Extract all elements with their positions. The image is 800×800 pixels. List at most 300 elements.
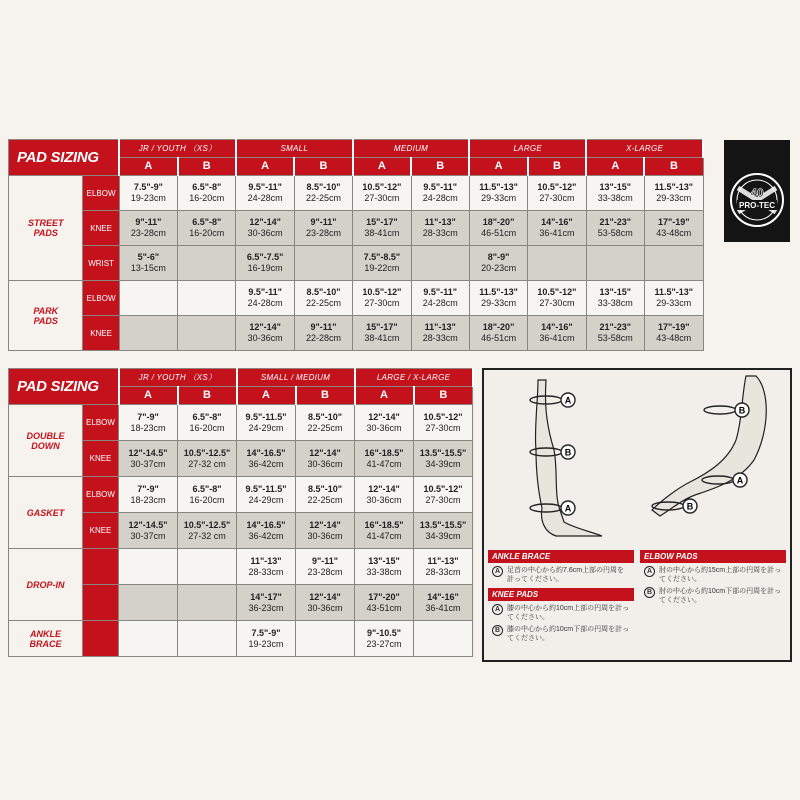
size-cm: 30-36cm <box>247 228 283 238</box>
size-cell <box>237 585 296 621</box>
size-cm: 13-15cm <box>130 263 166 273</box>
size-cm: 30-36cm <box>307 458 343 469</box>
size-inches: 7.5"-9" <box>133 182 163 192</box>
size-header: SMALL <box>236 140 353 158</box>
size-cm: 29-33cm <box>656 193 692 203</box>
size-cm: 43-48cm <box>656 333 692 343</box>
size-inches: 7.5"-8.5" <box>363 252 401 262</box>
empty-cell <box>414 621 473 657</box>
pro-tec-badge-icon <box>724 140 790 242</box>
size-inches: 12"-14" <box>249 217 281 227</box>
size-cell <box>296 513 355 549</box>
empty-cell <box>294 246 352 281</box>
size-cell <box>355 405 414 441</box>
size-cell <box>469 316 527 351</box>
size-cm: 16-20cm <box>189 422 225 433</box>
size-cell <box>237 621 296 657</box>
size-cell <box>294 211 352 246</box>
size-inches: 8.5"-10" <box>308 411 343 422</box>
size-cm: 16-19cm <box>247 263 283 273</box>
size-inches: 18"-20" <box>482 322 515 332</box>
empty-cell <box>178 281 236 316</box>
size-cell <box>353 211 411 246</box>
size-inches: 14"-16" <box>541 217 573 227</box>
size-cm: 36-23cm <box>248 602 284 613</box>
size-inches: 11"-13" <box>250 555 282 566</box>
size-cell <box>119 441 178 477</box>
measure-mark-label: A <box>564 503 572 514</box>
size-inches: 12"-14" <box>368 411 400 422</box>
size-inches: 6.5"-8" <box>192 411 222 422</box>
product-name-line2: PADS <box>33 228 58 238</box>
body-part-label <box>83 621 119 657</box>
size-cell <box>414 513 473 549</box>
size-header: LARGE <box>469 140 586 158</box>
size-inches: 14"-17" <box>250 591 282 602</box>
size-inches: 10.5"-12.5" <box>183 447 231 458</box>
table-row <box>9 176 704 211</box>
body-part-label <box>83 585 119 621</box>
size-cell <box>353 281 411 316</box>
ab-header: B <box>296 387 355 405</box>
table-row <box>9 316 704 351</box>
size-cell <box>411 281 469 316</box>
elbow-pads-legend <box>640 550 786 608</box>
logo-number: 40 <box>750 186 764 200</box>
size-inches: 14"-16" <box>427 591 459 602</box>
size-inches: 9"-11" <box>312 555 339 566</box>
size-cell <box>355 621 414 657</box>
size-cm: 30-37cm <box>130 458 166 469</box>
size-cm: 24-28cm <box>422 193 458 203</box>
size-inches: 11.5"-13" <box>479 287 518 297</box>
size-cell <box>414 549 473 585</box>
size-header: LARGE / X-LARGE <box>355 369 473 387</box>
size-cm: 30-36cm <box>247 333 283 343</box>
empty-cell <box>178 585 237 621</box>
size-cell <box>236 316 294 351</box>
product-name <box>9 621 83 657</box>
ab-header: A <box>355 387 414 405</box>
size-inches: 10.5"-12" <box>537 182 577 192</box>
size-cm: 27-30cm <box>425 422 461 433</box>
size-header: SMALL / MEDIUM <box>237 369 355 387</box>
logo-brand: PRO-TEC <box>739 201 775 210</box>
ab-header: B <box>178 387 237 405</box>
size-inches: 10.5"-12" <box>423 483 463 494</box>
measure-mark-label: B <box>686 501 694 512</box>
size-cm: 36-41cm <box>425 602 461 613</box>
size-cell <box>353 316 411 351</box>
ab-header: B <box>411 158 469 176</box>
size-inches: 11"-13" <box>427 555 459 566</box>
empty-cell <box>178 621 237 657</box>
size-cm: 24-29cm <box>248 494 284 505</box>
note-text: 足首の中心から約7.6cm上部の円周を計ってください。 <box>507 567 625 583</box>
size-inches: 17"-19" <box>657 217 690 227</box>
size-inches: 11.5"-13" <box>479 182 518 192</box>
mark-a-icon: A <box>644 566 655 577</box>
size-inches: 11.5"-13" <box>654 182 694 192</box>
size-cell <box>237 549 296 585</box>
size-inches: 5"-6" <box>137 252 160 262</box>
size-inches: 14"-16" <box>541 322 573 332</box>
size-cm: 36-42cm <box>248 458 284 469</box>
size-inches: 8.5"-10" <box>306 182 341 192</box>
size-cell <box>296 405 355 441</box>
product-name-line1: DROP-IN <box>26 579 65 590</box>
size-cell <box>355 549 414 585</box>
size-cm: 28-33cm <box>422 228 458 238</box>
size-cell <box>528 176 586 211</box>
size-cell <box>355 477 414 513</box>
size-cell <box>237 513 296 549</box>
size-cell <box>414 405 473 441</box>
size-cell <box>119 405 178 441</box>
product-name-line2: PADS <box>33 315 58 326</box>
empty-cell <box>586 246 644 281</box>
size-cell <box>294 176 352 211</box>
measurement-note <box>492 604 630 622</box>
size-cell <box>411 176 469 211</box>
size-cell <box>119 176 177 211</box>
size-cm: 24-29cm <box>248 422 284 433</box>
size-cell <box>119 246 177 281</box>
size-cell <box>414 585 473 621</box>
size-cm: 16-20cm <box>189 494 225 505</box>
size-cell <box>178 211 236 246</box>
size-inches: 13.5"-15.5" <box>419 519 467 530</box>
size-inches: 8.5"-10" <box>306 287 341 297</box>
size-cell <box>528 281 586 316</box>
size-header: MEDIUM <box>353 140 470 158</box>
empty-cell <box>178 246 236 281</box>
size-cm: 20-23cm <box>481 263 517 273</box>
size-inches: 14"-16.5" <box>246 519 286 530</box>
size-inches: 11.5"-13" <box>654 287 694 297</box>
measurement-note <box>644 566 782 584</box>
size-inches: 12"-14" <box>309 519 341 530</box>
size-cm: 29-33cm <box>656 298 692 308</box>
size-cm: 24-28cm <box>247 193 283 203</box>
other-pad-sizing-table <box>8 368 474 657</box>
measure-band-icon <box>704 406 736 414</box>
pro-tec-40-logo <box>724 140 790 242</box>
empty-cell <box>296 621 355 657</box>
size-inches: 12"-14" <box>309 591 341 602</box>
size-inches: 18"-20" <box>482 217 515 227</box>
size-cm: 22-25cm <box>305 193 341 203</box>
size-inches: 12"-14.5" <box>128 447 168 458</box>
size-inches: 9.5"-11" <box>248 182 282 192</box>
size-cm: 27-30cm <box>364 193 400 203</box>
size-cell <box>236 211 294 246</box>
size-cm: 30-36cm <box>366 494 402 505</box>
product-name-line1: DOUBLE <box>26 430 65 441</box>
ankle-brace-title: ANKLE BRACE <box>488 550 634 563</box>
size-cm: 36-41cm <box>539 333 575 343</box>
size-inches: 10.5"-12" <box>537 287 577 297</box>
size-cell <box>469 246 527 281</box>
empty-cell <box>119 316 177 351</box>
size-cm: 41-47cm <box>366 458 402 469</box>
size-cm: 18-23cm <box>130 422 166 433</box>
product-name <box>9 176 83 281</box>
empty-cell <box>119 585 178 621</box>
ab-header: A <box>119 158 177 176</box>
size-cell <box>586 316 644 351</box>
size-cm: 29-33cm <box>481 193 517 203</box>
size-inches: 15"-17" <box>366 322 398 332</box>
mark-a-icon: A <box>492 566 503 577</box>
street-park-pad-sizing-table <box>8 139 704 351</box>
body-part-label: KNEE <box>83 316 119 351</box>
size-cell <box>469 211 527 246</box>
size-cell <box>237 441 296 477</box>
knee-pads-title: KNEE PADS <box>488 588 634 601</box>
body-part-label: KNEE <box>83 513 119 549</box>
size-cm: 23-28cm <box>307 566 343 577</box>
size-cm: 24-28cm <box>422 298 458 308</box>
size-cm: 29-33cm <box>481 298 517 308</box>
body-part-label: ELBOW <box>83 281 119 316</box>
size-cm: 27-30cm <box>364 298 400 308</box>
size-cm: 30-36cm <box>366 422 402 433</box>
size-cm: 33-38cm <box>597 193 633 203</box>
ab-header: A <box>237 387 296 405</box>
ab-header: B <box>644 158 703 176</box>
size-cm: 43-51cm <box>366 602 402 613</box>
size-cm: 27-32 cm <box>188 530 226 541</box>
size-cm: 28-33cm <box>248 566 284 577</box>
size-inches: 12"-14" <box>249 322 281 332</box>
size-inches: 12"-14" <box>368 483 400 494</box>
size-cm: 38-41cm <box>364 228 400 238</box>
size-inches: 12"-14.5" <box>128 519 168 530</box>
size-cell <box>414 477 473 513</box>
size-cell <box>119 513 178 549</box>
size-inches: 9"-11" <box>310 217 337 227</box>
size-inches: 9"-11" <box>310 322 337 332</box>
size-inches: 7"-9" <box>137 483 159 494</box>
size-inches: 10.5"-12.5" <box>183 519 231 530</box>
size-cell <box>236 246 294 281</box>
size-cm: 30-36cm <box>307 602 343 613</box>
product-name-line2: DOWN <box>31 440 60 451</box>
note-text: 肘の中心から約15cm上部の円周を計ってください。 <box>659 567 782 583</box>
size-inches: 17"-20" <box>368 591 400 602</box>
table-row <box>9 246 704 281</box>
size-cell <box>586 176 644 211</box>
size-inches: 11"-13" <box>424 217 456 227</box>
size-cell <box>644 176 703 211</box>
ab-header: A <box>469 158 527 176</box>
measurement-note <box>492 566 630 584</box>
size-cell <box>119 477 178 513</box>
body-part-label: WRIST <box>83 246 119 281</box>
elbow-pads-title: ELBOW PADS <box>640 550 786 563</box>
size-inches: 21"-23" <box>599 217 632 227</box>
size-inches: 13"-15" <box>368 555 400 566</box>
size-inches: 6.5"-8" <box>192 182 222 192</box>
size-cell <box>355 441 414 477</box>
size-header: X-LARGE <box>586 140 703 158</box>
size-cell <box>644 211 703 246</box>
size-cell <box>178 441 237 477</box>
size-cm: 36-41cm <box>539 228 575 238</box>
size-inches: 9"-11" <box>135 217 162 227</box>
size-cell <box>586 281 644 316</box>
size-cm: 22-25cm <box>305 298 341 308</box>
size-header: JR / YOUTH （XS） <box>119 140 236 158</box>
empty-cell <box>119 281 177 316</box>
size-cell <box>469 176 527 211</box>
size-cm: 43-48cm <box>656 228 692 238</box>
size-cell <box>294 281 352 316</box>
table-row <box>9 405 473 441</box>
size-cm: 34-39cm <box>425 458 461 469</box>
mark-b-icon: B <box>492 625 503 636</box>
size-cell <box>353 176 411 211</box>
size-cell <box>355 513 414 549</box>
product-name-line1: GASKET <box>26 507 65 518</box>
limb-measurement-illustration <box>484 370 790 550</box>
mark-a-icon: A <box>492 604 503 615</box>
size-cell <box>178 405 237 441</box>
size-cell <box>178 513 237 549</box>
size-cm: 22-25cm <box>307 494 343 505</box>
size-cell <box>411 211 469 246</box>
size-cell <box>469 281 527 316</box>
size-cm: 41-47cm <box>366 530 402 541</box>
empty-cell <box>178 549 237 585</box>
size-inches: 21"-23" <box>599 322 632 332</box>
size-inches: 9.5"-11.5" <box>245 483 287 494</box>
size-inches: 9.5"-11" <box>423 182 457 192</box>
product-name <box>9 405 83 477</box>
size-cell <box>644 316 703 351</box>
size-inches: 12"-14" <box>309 447 341 458</box>
body-part-label: KNEE <box>83 211 119 246</box>
ab-header: A <box>586 158 644 176</box>
empty-cell <box>119 549 178 585</box>
size-cm: 53-58cm <box>597 333 633 343</box>
table-row <box>9 621 473 657</box>
ab-header: B <box>528 158 586 176</box>
table-row <box>9 549 473 585</box>
size-inches: 8.5"-10" <box>308 483 343 494</box>
size-cm: 33-38cm <box>366 566 402 577</box>
size-inches: 9.5"-11.5" <box>245 411 287 422</box>
empty-cell <box>178 316 236 351</box>
size-cell <box>355 585 414 621</box>
size-cell <box>586 211 644 246</box>
size-cell <box>353 246 411 281</box>
size-cell <box>178 477 237 513</box>
product-name-line2: BRACE <box>29 638 62 649</box>
size-inches: 13"-15" <box>599 182 632 192</box>
body-part-label <box>83 549 119 585</box>
size-cell <box>296 585 355 621</box>
table-title: PAD SIZING <box>9 369 119 405</box>
product-name <box>9 281 83 351</box>
size-inches: 7.5"-9" <box>251 627 281 638</box>
size-cm: 19-23cm <box>248 638 284 649</box>
size-cm: 53-58cm <box>597 228 633 238</box>
size-cell <box>528 211 586 246</box>
size-cell <box>237 477 296 513</box>
ab-header: B <box>414 387 473 405</box>
note-text: 膝の中心から約10cm下部の円周を計ってください。 <box>507 626 630 642</box>
size-inches: 10.5"-12" <box>423 411 463 422</box>
empty-cell <box>411 246 469 281</box>
size-cm: 27-32 cm <box>188 458 226 469</box>
size-inches: 6.5"-7.5" <box>246 252 284 262</box>
measurement-note <box>492 625 630 643</box>
size-inches: 14"-16.5" <box>246 447 286 458</box>
size-cm: 23-27cm <box>366 638 402 649</box>
size-cell <box>119 211 177 246</box>
size-cm: 16-20cm <box>189 228 225 238</box>
table-row <box>9 211 704 246</box>
size-cell <box>296 549 355 585</box>
table-row <box>9 477 473 513</box>
size-cm: 36-42cm <box>248 530 284 541</box>
product-name-line1: STREET <box>27 218 64 228</box>
size-cm: 28-33cm <box>425 566 461 577</box>
size-header: JR / YOUTH （XS） <box>119 369 237 387</box>
size-inches: 9.5"-11" <box>423 287 457 297</box>
size-inches: 16"-18.5" <box>364 447 404 458</box>
body-part-label: ELBOW <box>83 477 119 513</box>
note-text: 膝の中心から約10cm上部の円周を計ってください。 <box>507 605 630 621</box>
measure-mark-label: A <box>736 475 744 486</box>
size-cm: 19-22cm <box>364 263 400 273</box>
size-cm: 18-23cm <box>130 494 166 505</box>
body-part-label: ELBOW <box>83 405 119 441</box>
size-cm: 30-36cm <box>307 530 343 541</box>
size-cell <box>644 281 703 316</box>
table-row <box>9 281 704 316</box>
size-cell <box>414 441 473 477</box>
size-cell <box>296 477 355 513</box>
size-inches: 8"-9" <box>487 252 510 262</box>
empty-cell <box>528 246 586 281</box>
size-cm: 46-51cm <box>481 228 517 238</box>
ab-header: A <box>353 158 411 176</box>
size-cell <box>411 316 469 351</box>
product-name <box>9 549 83 621</box>
body-part-label: KNEE <box>83 441 119 477</box>
size-cm: 34-39cm <box>425 530 461 541</box>
size-inches: 17"-19" <box>657 322 690 332</box>
body-part-label: ELBOW <box>83 176 119 211</box>
empty-cell <box>119 621 178 657</box>
size-cm: 38-41cm <box>364 333 400 343</box>
size-inches: 15"-17" <box>366 217 398 227</box>
size-inches: 13"-15" <box>599 287 632 297</box>
size-inches: 16"-18.5" <box>364 519 404 530</box>
size-cm: 28-33cm <box>422 333 458 343</box>
size-cell <box>178 176 236 211</box>
size-inches: 9.5"-11" <box>248 287 282 297</box>
empty-cell <box>644 246 703 281</box>
size-cm: 19-23cm <box>130 193 166 203</box>
size-cm: 22-25cm <box>307 422 343 433</box>
note-text: 肘の中心から約10cm下部の円周を計ってください。 <box>659 588 782 604</box>
size-inches: 11"-13" <box>424 322 456 332</box>
ab-header: A <box>119 387 178 405</box>
